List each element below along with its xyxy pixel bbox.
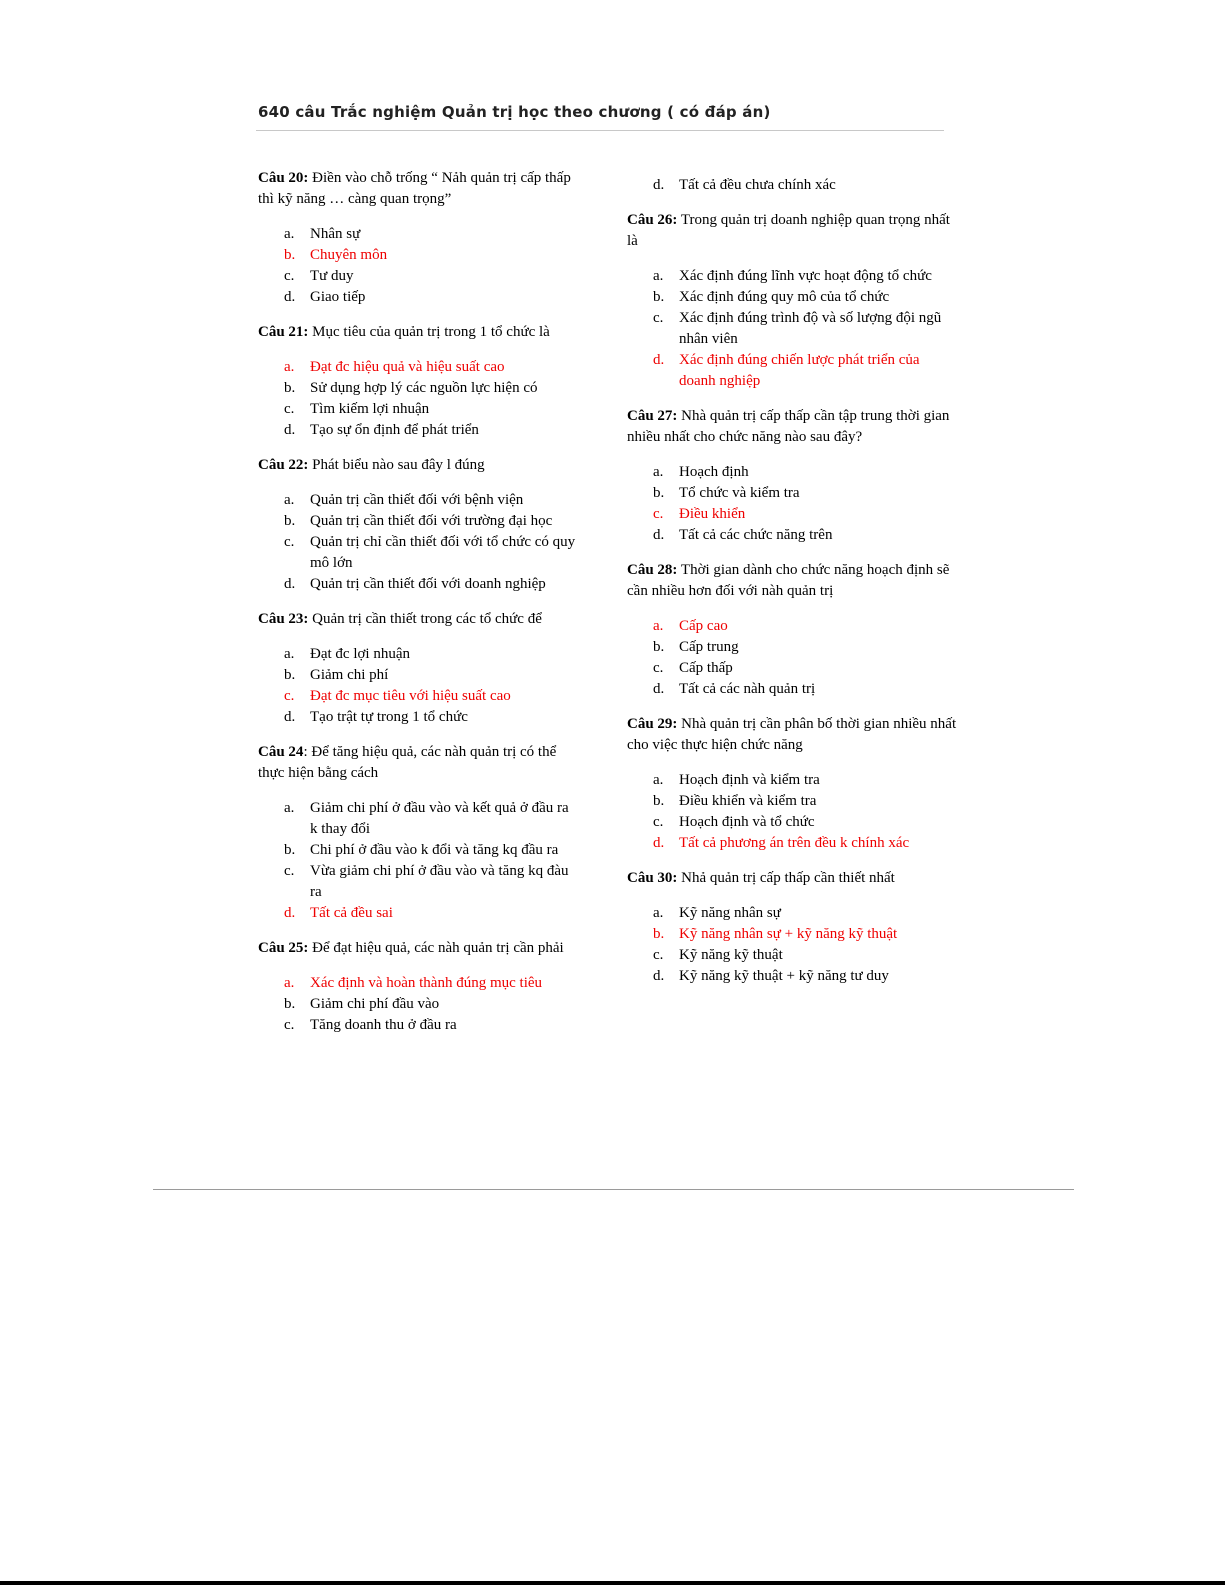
option-text: Đạt đc hiệu quả và hiệu suất cao xyxy=(310,359,505,375)
option-letter: c. xyxy=(284,863,295,879)
option-26a xyxy=(627,266,957,287)
option-26c xyxy=(627,308,957,350)
option-letter: b. xyxy=(284,842,296,858)
question-text: Quản trị cần thiết trong các tổ chức để xyxy=(308,611,542,627)
question-text: Điền vào chỗ trống “ Nảh quản trị cấp thấp thì kỹ năng … càng quan trọng” xyxy=(258,170,571,207)
option-letter: a. xyxy=(284,646,295,662)
option-letter: b. xyxy=(284,996,296,1012)
question-text: Nhà quản trị cấp thấp cần tập trung thời gian nhiều nhất cho chức năng nào sau đây? xyxy=(627,408,950,445)
option-letter: c. xyxy=(653,814,664,830)
option-text: Vừa giảm chi phí ở đầu vào và tăng kq đàu ra xyxy=(310,863,569,900)
option-text: Cấp trung xyxy=(679,639,739,655)
question-label: Câu 23: xyxy=(258,611,309,627)
option-text: Giảm chi phí đầu vào xyxy=(310,996,440,1012)
option-27b xyxy=(627,483,957,504)
option-28d xyxy=(627,679,957,700)
option-27a xyxy=(627,462,957,483)
option-26b xyxy=(627,287,957,308)
question-21 xyxy=(258,322,578,343)
option-letter: a. xyxy=(653,464,664,480)
question-text: : Để tăng hiệu quả, các nàh quản trị có thể thực hiện bằng cách xyxy=(258,744,557,781)
option-letter: c. xyxy=(284,401,295,417)
left-column xyxy=(258,168,578,1050)
question-label: Câu 28: xyxy=(627,562,678,578)
option-30a xyxy=(627,903,957,924)
option-27c-correct xyxy=(627,504,957,525)
option-letter: b. xyxy=(284,380,296,396)
option-letter: a. xyxy=(284,975,295,991)
option-24c xyxy=(258,861,578,903)
option-text: Đạt đc lợi nhuận xyxy=(310,646,410,662)
option-22d xyxy=(258,574,578,595)
options-25 xyxy=(258,973,578,1036)
option-letter: b. xyxy=(653,639,665,655)
option-letter: d. xyxy=(284,905,296,921)
page-footer-divider xyxy=(153,1189,1074,1190)
options-26 xyxy=(627,266,957,392)
option-27d xyxy=(627,525,957,546)
option-letter: a. xyxy=(284,359,295,375)
option-letter: b. xyxy=(284,513,296,529)
option-text: Nhân sự xyxy=(310,226,361,242)
option-letter: b. xyxy=(653,289,665,305)
option-25c xyxy=(258,1015,578,1036)
option-22c xyxy=(258,532,578,574)
option-21a-correct xyxy=(258,357,578,378)
option-text: Hoạch định và kiểm tra xyxy=(679,772,820,788)
option-30b-correct xyxy=(627,924,957,945)
option-29d-correct xyxy=(627,833,957,854)
option-text: Kỹ năng kỹ thuật xyxy=(679,947,783,963)
option-text: Quản trị cần thiết đối với doanh nghiệp xyxy=(310,576,546,592)
option-30d xyxy=(627,966,957,987)
option-letter: d. xyxy=(653,968,665,984)
option-text: Tạo sự ổn định để phát triển xyxy=(310,422,479,438)
option-letter: c. xyxy=(284,1017,295,1033)
option-25b xyxy=(258,994,578,1015)
question-label: Câu 21: xyxy=(258,324,309,340)
question-label: Câu 22: xyxy=(258,457,309,473)
option-letter: d. xyxy=(284,289,296,305)
option-23d xyxy=(258,707,578,728)
option-letter: c. xyxy=(653,660,664,676)
question-26 xyxy=(627,210,957,252)
question-label: Câu 26: xyxy=(627,212,678,228)
option-23a xyxy=(258,644,578,665)
option-letter: d. xyxy=(653,527,665,543)
option-23c-correct xyxy=(258,686,578,707)
question-label: Câu 25: xyxy=(258,940,309,956)
option-29c xyxy=(627,812,957,833)
document-title: 640 câu Trắc nghiệm Quản trị học theo chương ( có đáp án) xyxy=(258,103,771,121)
options-28 xyxy=(627,616,957,700)
option-text: Kỹ năng nhân sự + kỹ năng kỹ thuật xyxy=(679,926,898,942)
option-text: Quản trị chỉ cần thiết đối với tổ chức có quy mô lớn xyxy=(310,534,576,571)
question-text: Phát biểu nào sau đây l đúng xyxy=(308,457,485,473)
option-28c xyxy=(627,658,957,679)
option-22a xyxy=(258,490,578,511)
option-text: Tăng doanh thu ở đầu ra xyxy=(310,1017,457,1033)
option-20c xyxy=(258,266,578,287)
option-text: Giảm chi phí ở đầu vào và kết quả ở đầu ra k thay đổi xyxy=(310,800,569,837)
question-text: Nhà quản trị cần phân bố thời gian nhiều nhất cho việc thực hiện chức năng xyxy=(627,716,957,753)
option-letter: c. xyxy=(653,310,664,326)
option-20d xyxy=(258,287,578,308)
option-text: Tất cả đều sai xyxy=(310,905,393,921)
option-24b xyxy=(258,840,578,861)
page-bottom-edge xyxy=(0,1581,1225,1585)
options-20 xyxy=(258,224,578,308)
option-text: Hoạch định xyxy=(679,464,749,480)
question-27 xyxy=(627,406,957,448)
option-letter: a. xyxy=(284,492,295,508)
option-letter: d. xyxy=(653,177,665,193)
question-22 xyxy=(258,455,578,476)
option-22b xyxy=(258,511,578,532)
option-28a-correct xyxy=(627,616,957,637)
option-29a xyxy=(627,770,957,791)
option-letter: d. xyxy=(284,422,296,438)
option-23b xyxy=(258,665,578,686)
option-letter: b. xyxy=(653,485,665,501)
option-text: Hoạch định và tổ chức xyxy=(679,814,815,830)
option-letter: a. xyxy=(653,268,664,284)
option-text: Cấp thấp xyxy=(679,660,733,676)
option-letter: a. xyxy=(653,905,664,921)
option-letter: a. xyxy=(284,800,295,816)
question-20 xyxy=(258,168,578,210)
option-text: Tìm kiếm lợi nhuận xyxy=(310,401,430,417)
options-27 xyxy=(627,462,957,546)
option-text: Kỹ năng kỹ thuật + kỹ năng tư duy xyxy=(679,968,889,984)
option-text: Quản trị cần thiết đối với trường đại học xyxy=(310,513,553,529)
question-25 xyxy=(258,938,578,959)
question-30 xyxy=(627,868,957,889)
option-letter: c. xyxy=(653,947,664,963)
options-25-continued xyxy=(627,175,957,196)
question-text: Mục tiêu của quản trị trong 1 tổ chức là xyxy=(308,324,550,340)
question-label: Câu 27: xyxy=(627,408,678,424)
option-26d-correct xyxy=(627,350,957,392)
option-text: Đạt đc mục tiêu với hiệu suất cao xyxy=(310,688,511,704)
option-letter: d. xyxy=(653,352,665,368)
option-text: Giảm chi phí xyxy=(310,667,389,683)
option-letter: c. xyxy=(284,534,295,550)
question-text: Trong quản trị doanh nghiệp quan trọng nhất là xyxy=(627,212,950,249)
options-24 xyxy=(258,798,578,924)
option-25d xyxy=(627,175,957,196)
option-text: Sử dụng hợp lý các nguồn lực hiện có xyxy=(310,380,538,396)
question-29 xyxy=(627,714,957,756)
option-text: Cấp cao xyxy=(679,618,728,634)
question-label: Câu 24 xyxy=(258,744,304,760)
option-letter: b. xyxy=(653,926,665,942)
title-divider xyxy=(256,130,944,131)
option-24a xyxy=(258,798,578,840)
option-letter: b. xyxy=(284,667,296,683)
option-text: Kỹ năng nhân sự xyxy=(679,905,781,921)
option-letter: d. xyxy=(653,681,665,697)
option-text: Tổ chức và kiểm tra xyxy=(679,485,800,501)
option-20a xyxy=(258,224,578,245)
option-text: Tất cả phương án trên đều k chính xác xyxy=(679,835,910,851)
option-text: Điều khiển xyxy=(679,506,746,522)
option-text: Tất cả các nàh quản trị xyxy=(679,681,816,697)
option-text: Chi phí ở đầu vào k đổi và tăng kq đầu ra xyxy=(310,842,559,858)
option-text: Giao tiếp xyxy=(310,289,366,305)
question-label: Câu 20: xyxy=(258,170,309,186)
option-text: Chuyên môn xyxy=(310,247,388,263)
option-30c xyxy=(627,945,957,966)
option-letter: a. xyxy=(653,618,664,634)
option-letter: d. xyxy=(284,576,296,592)
option-text: Tư duy xyxy=(310,268,354,284)
option-letter: b. xyxy=(653,793,665,809)
options-21 xyxy=(258,357,578,441)
option-letter: a. xyxy=(284,226,295,242)
options-29 xyxy=(627,770,957,854)
option-text: Tạo trật tự trong 1 tổ chức xyxy=(310,709,468,725)
option-text: Tất cả đều chưa chính xác xyxy=(679,177,836,193)
option-letter: a. xyxy=(653,772,664,788)
question-text: Thời gian dành cho chức năng hoạch định sẽ cần nhiều hơn đối với nàh quản trị xyxy=(627,562,950,599)
option-25a-correct xyxy=(258,973,578,994)
option-letter: b. xyxy=(284,247,296,263)
option-text: Xác định và hoàn thành đúng mục tiêu xyxy=(310,975,543,991)
question-text: Để đạt hiệu quả, các nàh quản trị cần phải xyxy=(308,940,564,956)
option-letter: c. xyxy=(284,268,295,284)
option-text: Xác định đúng chiến lược phát triển của doanh nghiệp xyxy=(679,352,920,389)
options-22 xyxy=(258,490,578,595)
option-21c xyxy=(258,399,578,420)
question-label: Câu 30: xyxy=(627,870,678,886)
question-text: Nhả quản trị cấp thấp cần thiết nhất xyxy=(677,870,895,886)
option-28b xyxy=(627,637,957,658)
options-23 xyxy=(258,644,578,728)
option-text: Xác định đúng lĩnh vực hoạt động tổ chức xyxy=(679,268,932,284)
option-21d xyxy=(258,420,578,441)
option-letter: d. xyxy=(284,709,296,725)
option-text: Tất cả các chức năng trên xyxy=(679,527,833,543)
option-29b xyxy=(627,791,957,812)
option-24d-correct xyxy=(258,903,578,924)
question-24 xyxy=(258,742,578,784)
option-letter: c. xyxy=(284,688,295,704)
option-text: Xác định đúng trình độ và số lượng đội ngũ nhân viên xyxy=(679,310,942,347)
option-20b-correct xyxy=(258,245,578,266)
question-23 xyxy=(258,609,578,630)
option-text: Xác định đúng quy mô của tổ chức xyxy=(679,289,890,305)
question-28 xyxy=(627,560,957,602)
option-text: Quản trị cần thiết đối với bệnh viện xyxy=(310,492,524,508)
option-letter: d. xyxy=(653,835,665,851)
right-column xyxy=(627,175,957,1001)
options-30 xyxy=(627,903,957,987)
option-letter: c. xyxy=(653,506,664,522)
question-label: Câu 29: xyxy=(627,716,678,732)
option-21b xyxy=(258,378,578,399)
option-text: Điều khiển và kiểm tra xyxy=(679,793,817,809)
